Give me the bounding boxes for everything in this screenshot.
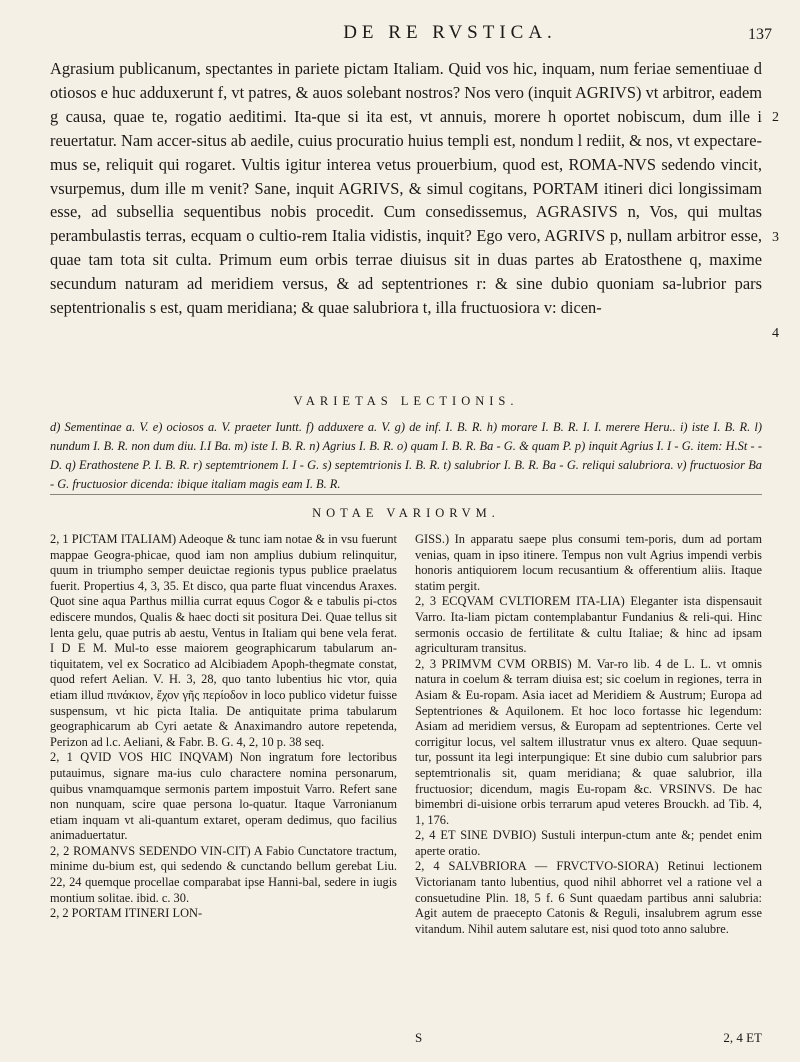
note-paragraph: 2, 4 SALVBRIORA — FRVCTVO-SIORA) Retinui lectionem Victorianam tanto lubentius, quod nihil abhorret vel a ratione vel a consuetudine Plin. 18, 5 f. 6 Sunt quaedam partibus anni salubria: Agit autem de praecepto Catonis & Reguli, insalubrem agrum esse vitandum. Nihil autem salutare est, nisi quod toto anno salubre.	[415, 859, 762, 936]
catchword: 2, 4 ET	[723, 1030, 762, 1045]
margin-number: 4	[772, 326, 779, 341]
notes-left-column	[50, 532, 397, 922]
margin-number: 3	[772, 230, 779, 245]
note-paragraph: 2, 2 ROMANVS SEDENDO VIN-CIT) A Fabio Cunctatore tractum, minime du-bium est, qui sedendo & cunctando bellum gerebat Liu. 22, 24 quemque procellae comparabat ipse Hanni-bal, sedere in iugis montium solitae. ibid. c. 30.	[50, 843, 397, 905]
note-paragraph: 2, 1 PICTAM ITALIAM) Adeoque & tunc iam notae & in vsu fuerunt mappae Geogra-phicae, quod iam non amplius dubium relinquitur, quum in triumpho semper deuictae regionis typus publice praelatus fuerit. Propertius 4, 3, 35. Et disco, qua parte fluat vincendus Araxes. Quot sine aqua Parthus millia currat equus Cogor & e tabulis pi-ctos ediscere mundos, Qualis & haec docti sit positura Dei. Quae tellus sit lenta gelu, quae putris ab aestu, Ventus in Italiam qui bene vela ferat. I D E M. Mul-to esse maiorem geographicarum tabularum an-tiquitatem, vel ex Socratico ad Alcibiadem Apoph-thegmate constat, quod refert Aelian. V. H. 3, 28, quo tanto lubentius hic vtor, quia etiam illud πινάκιον, ἔχον γῆς περίοδον in loco publico videtur fuisse suspensum, vt hic picta Italia. De antiquitate prima tabularum geographicarum ab Cyri aetate & Anaximandro autore repetenda, Perizon ad l.c. Aeliani, & Fabr. B. G. 4, 2, 10 p. 38 seq.	[50, 532, 397, 749]
variants-heading: VARIETAS LECTIONIS.	[293, 394, 519, 408]
note-paragraph: 2, 4 ET SINE DVBIO) Sustuli interpun-ctum ante &; pendet enim aperte oratio.	[415, 828, 762, 858]
note-paragraph: GISS.) In apparatu saepe plus consumi tem-poris, dum ad portam venias, quam in ipso itinere. Tempus non vult Agrius impendi verbis honoris antiquiorem locum recusantium & offerentium aliis. Itaque statim pergit.	[415, 532, 762, 593]
note-paragraph: 2, 3 PRIMVM CVM ORBIS) M. Var-ro lib. 4 de L. L. vt omnis natura in coelum & terram diuisa est; sic coelum in regiones, terra in Asiam & Eu-ropam. Asia iacet ad Meridiem & Austrum; Europa ad Septentriones & Aquilonem. Et hoc loco fortasse hic legendum: Asiam ad meridiem versus, & Europam ad septentriones. Certe vel corrigitur locus, vel saltem illustratur vnus ex altero. Quae sequun-tur, possunt ita legi interpungique: Et sine dubio cum salubrior pars septemtrionalis sit, quam meridiana; & quae salubrior, illa fructuosior; dicendum, magis Eu-ropam &c. VRSINVS. De hac bimembri di-uisione orbis terrarum apud veteres Brouckh. ad Tib. 4, 1, 176.	[415, 656, 762, 827]
page-number: 137	[748, 26, 772, 43]
note-paragraph: 2, 3 ECQVAM CVLTIOREM ITA-LIA) Eleganter ista dispensauit Varro. Ita-liam pictam contemplabantur Fundanius & reli-qui. Hinc sermonis occasio de fertilitate & cultu Italiae; & hinc ad ipsam agriculturam transitus.	[415, 594, 762, 656]
notes-right-column	[415, 532, 762, 937]
running-title: DE RE RVSTICA.	[343, 22, 557, 43]
divider	[50, 494, 762, 495]
note-paragraph: 2, 2 PORTAM ITINERI LON-	[50, 906, 203, 921]
notes-heading: NOTAE VARIORVM.	[312, 506, 500, 520]
main-text	[50, 57, 762, 320]
note-paragraph: 2, 1 QVID VOS HIC INQVAM) Non ingratum fore lectoribus putauimus, signare ma-ius culo charactere nomina personarum, quibus vnamquamque sermonis partem impostuit Varro. Refert sane non nunquam, scire quae persona lo-quatur. Itaque Varronianum etiam inquam vt ali-quantum extaret, operam dedimus, quo facilius animaduertatur.	[50, 750, 397, 843]
variants-paragraph: d) Sementinae a. V. e) ociosos a. V. praeter Iuntt. f) adduxere a. V. g) de inf. I. B. R. h) morare I. B. R. I. I. merere Heru.. i) iste I. B. R. l) nundum I. B. R. non dum diu. I.I Ba. m) iste I. B. R. n) Agrius I. B. R. o) quam I. B. R. Ba - G. & quam P. p) inquit Agrius I. I - G. item: H.St - - D. q) Erathostene P. I. B. R. r) septemtrionem I. I - G. s) septemtrionis I. B. R. t) salubrior I. B. R. Ba - G. reliqui salubriora. v) fructuosior Ba - G. fructuosior dicenda: ibique italiam magis eam I. B. R.	[50, 420, 762, 491]
variants-text	[50, 418, 762, 494]
margin-number: 2	[772, 110, 779, 125]
footer-line	[415, 1030, 762, 1046]
main-paragraph: Agrasium publicanum, spectantes in pariete pictam Italiam. Quid vos hic, inquam, num feriae sementiuae d otiosos e huc adduxerunt f, vt patres, & auos solebant nostros? Nos vero (inquit AGRIVS) vt arbitror, eadem g causa, quae te, rogatio aeditimi. Ita-que si ita est, vt annuis, morere h oportet nobiscum, dum ille i reuertatur. Nam accer-situs ab aedile, cuius procuratio huius templi est, nondum l rediit, & nos, vt expectare-mus se, reliquit qui rogaret. Vultis igitur interea vetus prouerbium, quod est, ROMA-NVS sedendo vincit, vsurpemus, dum ille m venit? Sane, inquit AGRIVS, & simul cogitans, PORTAM itineri dici longissimam esse, ad subsellia sequentibus nobis procedit. Cum consedissemus, AGRASIVS n, Vos, qui multas perambulastis terras, ecquam o cultio-rem Italia vidistis, inquit? Ego vero, AGRIVS p, nullam arbitror esse, quae tam tota sit culta. Primum eum orbis terrae diuisus sit in duas partes ab Eratosthene q, maxime secundum naturam ad meridiem versus, & ad septentriones r: & sine dubio quoniam sa-lubrior pars septentrionalis s est, quam meridiana; & quae salubriora t, illa fructuosiora v: dicen-	[50, 59, 762, 318]
signature-mark: S	[415, 1030, 423, 1045]
